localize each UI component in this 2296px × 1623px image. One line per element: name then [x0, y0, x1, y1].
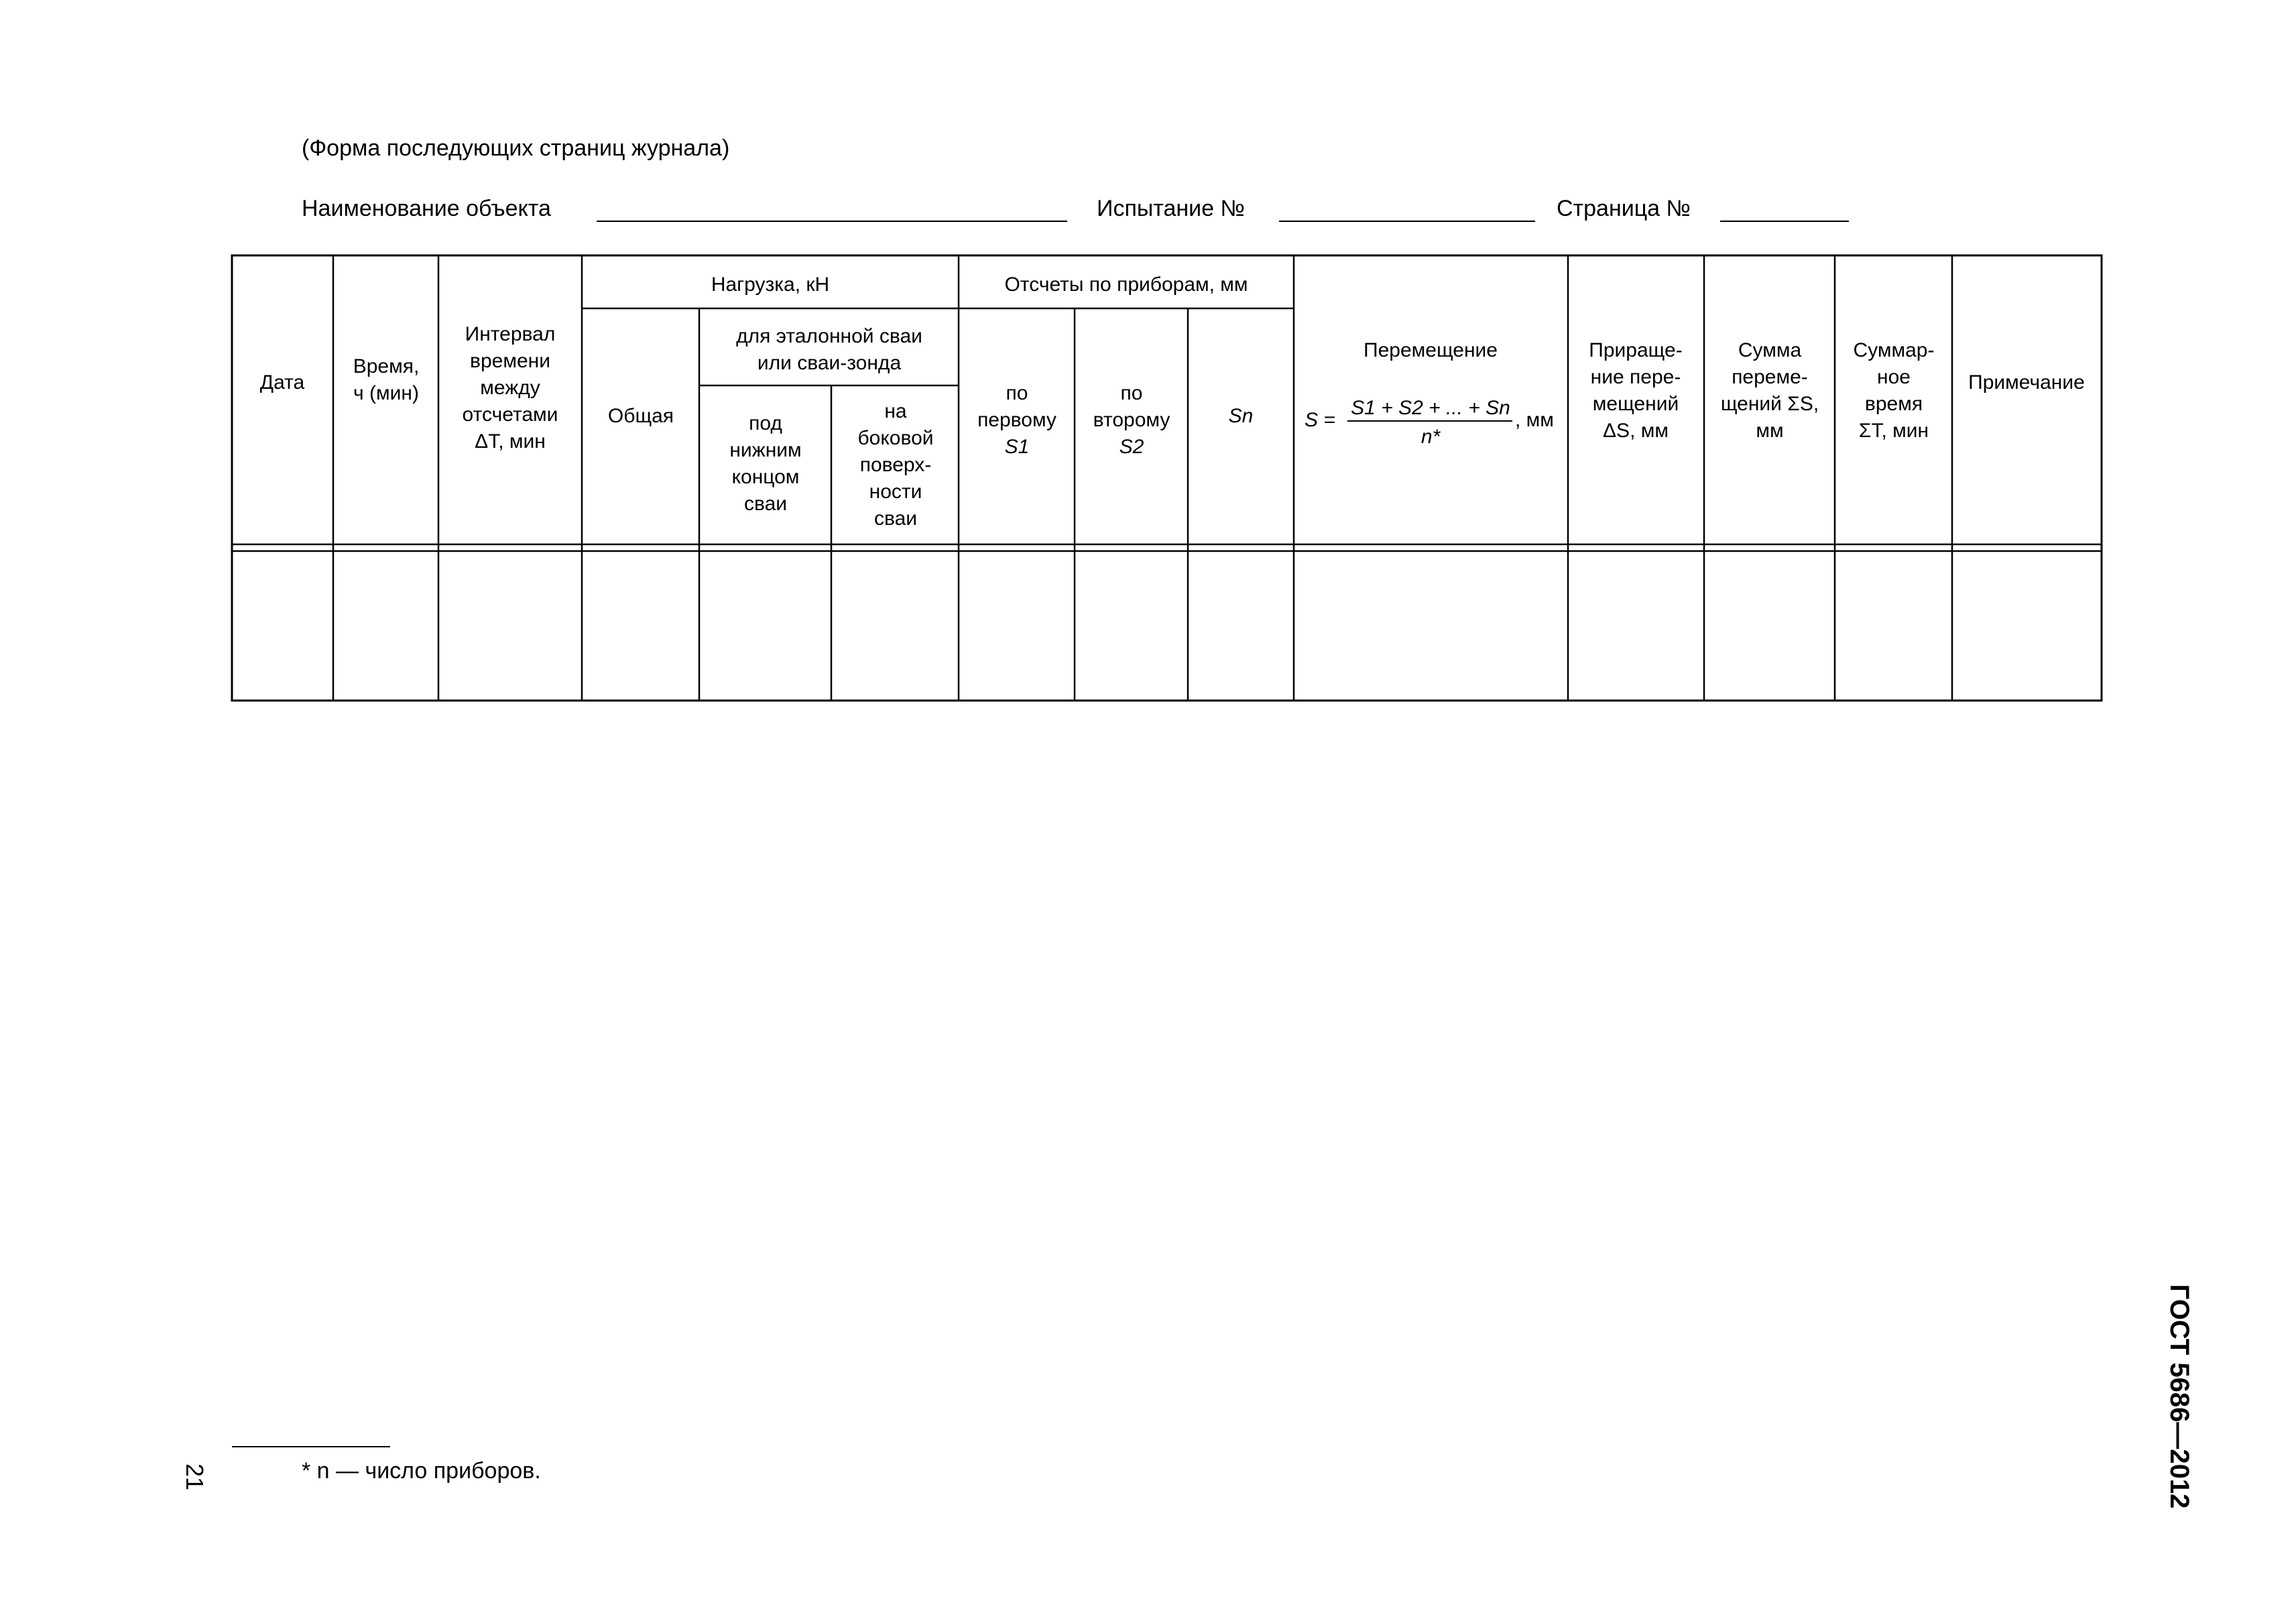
form-caption: (Форма последующих страниц журнала) — [302, 135, 730, 161]
col-increment-line-1: Прираще- — [1589, 339, 1683, 361]
col-sum-disp-line-4: мм — [1756, 420, 1784, 442]
reading-first-line-2: первому — [977, 409, 1056, 431]
load-side-line-1: на — [884, 400, 907, 422]
load-bottom-line-1: под — [749, 412, 782, 434]
col-interval-line-5: ΔT, мин — [475, 430, 546, 453]
load-bottom-line-3: концом — [731, 466, 800, 488]
col-increment-line-4: ΔS, мм — [1603, 420, 1669, 442]
journal-table — [232, 255, 2102, 701]
col-interval-line-3: между — [480, 377, 540, 399]
load-reference-line-1: для эталонной сваи — [736, 325, 922, 347]
reading-first-symbol: S1 — [1004, 436, 1030, 458]
load-side-line-2: боковой — [857, 427, 934, 449]
load-side-line-5: сваи — [873, 507, 918, 530]
object-name-label: Наименование объекта — [302, 196, 551, 221]
load-total-header: Общая — [607, 405, 674, 427]
load-reference-line-2: или сваи-зонда — [757, 352, 902, 374]
col-sum-disp-line-2: переме- — [1732, 366, 1808, 388]
load-bottom-line-2: нижним — [729, 439, 802, 461]
col-sum-time-line-2: ное — [1877, 366, 1911, 388]
col-sum-disp-line-3: щений ΣS, — [1720, 393, 1819, 415]
reading-first-line-1: по — [1006, 382, 1028, 404]
col-increment-line-3: мещений — [1592, 393, 1679, 415]
load-header: Нагрузка, кН — [711, 274, 830, 296]
col-date-header: Дата — [259, 371, 305, 394]
reading-second-line-1: по — [1120, 382, 1143, 404]
col-note-header: Примечание — [1968, 371, 2085, 394]
col-sum-time-line-1: Суммар- — [1853, 339, 1935, 361]
col-interval-line-4: отсчетами — [462, 404, 558, 426]
page-no-label: Страница № — [1557, 196, 1691, 221]
formula-numerator: S1 + S2 + ... + Sn — [1351, 397, 1510, 419]
test-no-label: Испытание № — [1097, 196, 1245, 221]
standard-designation: ГОСТ 5686—2012 — [2165, 1284, 2194, 1509]
col-sum-disp-line-1: Сумма — [1738, 339, 1802, 361]
col-time-line-1: Время, — [353, 355, 420, 377]
load-bottom-line-4: сваи — [743, 493, 788, 515]
load-side-line-3: поверх- — [859, 454, 932, 476]
col-sum-time-line-4: ΣT, мин — [1858, 420, 1929, 442]
formula-lhs: S = — [1305, 409, 1335, 431]
col-increment-line-2: ние пере- — [1590, 366, 1681, 388]
readings-header: Отсчеты по приборам, мм — [1004, 274, 1248, 296]
formula-unit: , мм — [1515, 409, 1554, 431]
load-side-line-4: ности — [869, 481, 922, 503]
col-sum-time-line-3: время — [1864, 393, 1923, 415]
formula-denominator: n* — [1421, 426, 1441, 448]
table-border — [232, 255, 2102, 701]
displacement-header: Перемещение — [1364, 339, 1498, 361]
reading-second-line-2: второму — [1093, 409, 1170, 431]
reading-n-header: Sn — [1228, 405, 1254, 427]
reading-second-symbol: S2 — [1119, 436, 1144, 458]
page-number: 21 — [181, 1463, 208, 1491]
col-time-line-2: ч (мин) — [353, 382, 419, 404]
col-interval-line-2: времени — [470, 350, 550, 372]
footnote: * n — число приборов. — [302, 1458, 541, 1484]
col-interval-line-1: Интервал — [465, 323, 556, 345]
